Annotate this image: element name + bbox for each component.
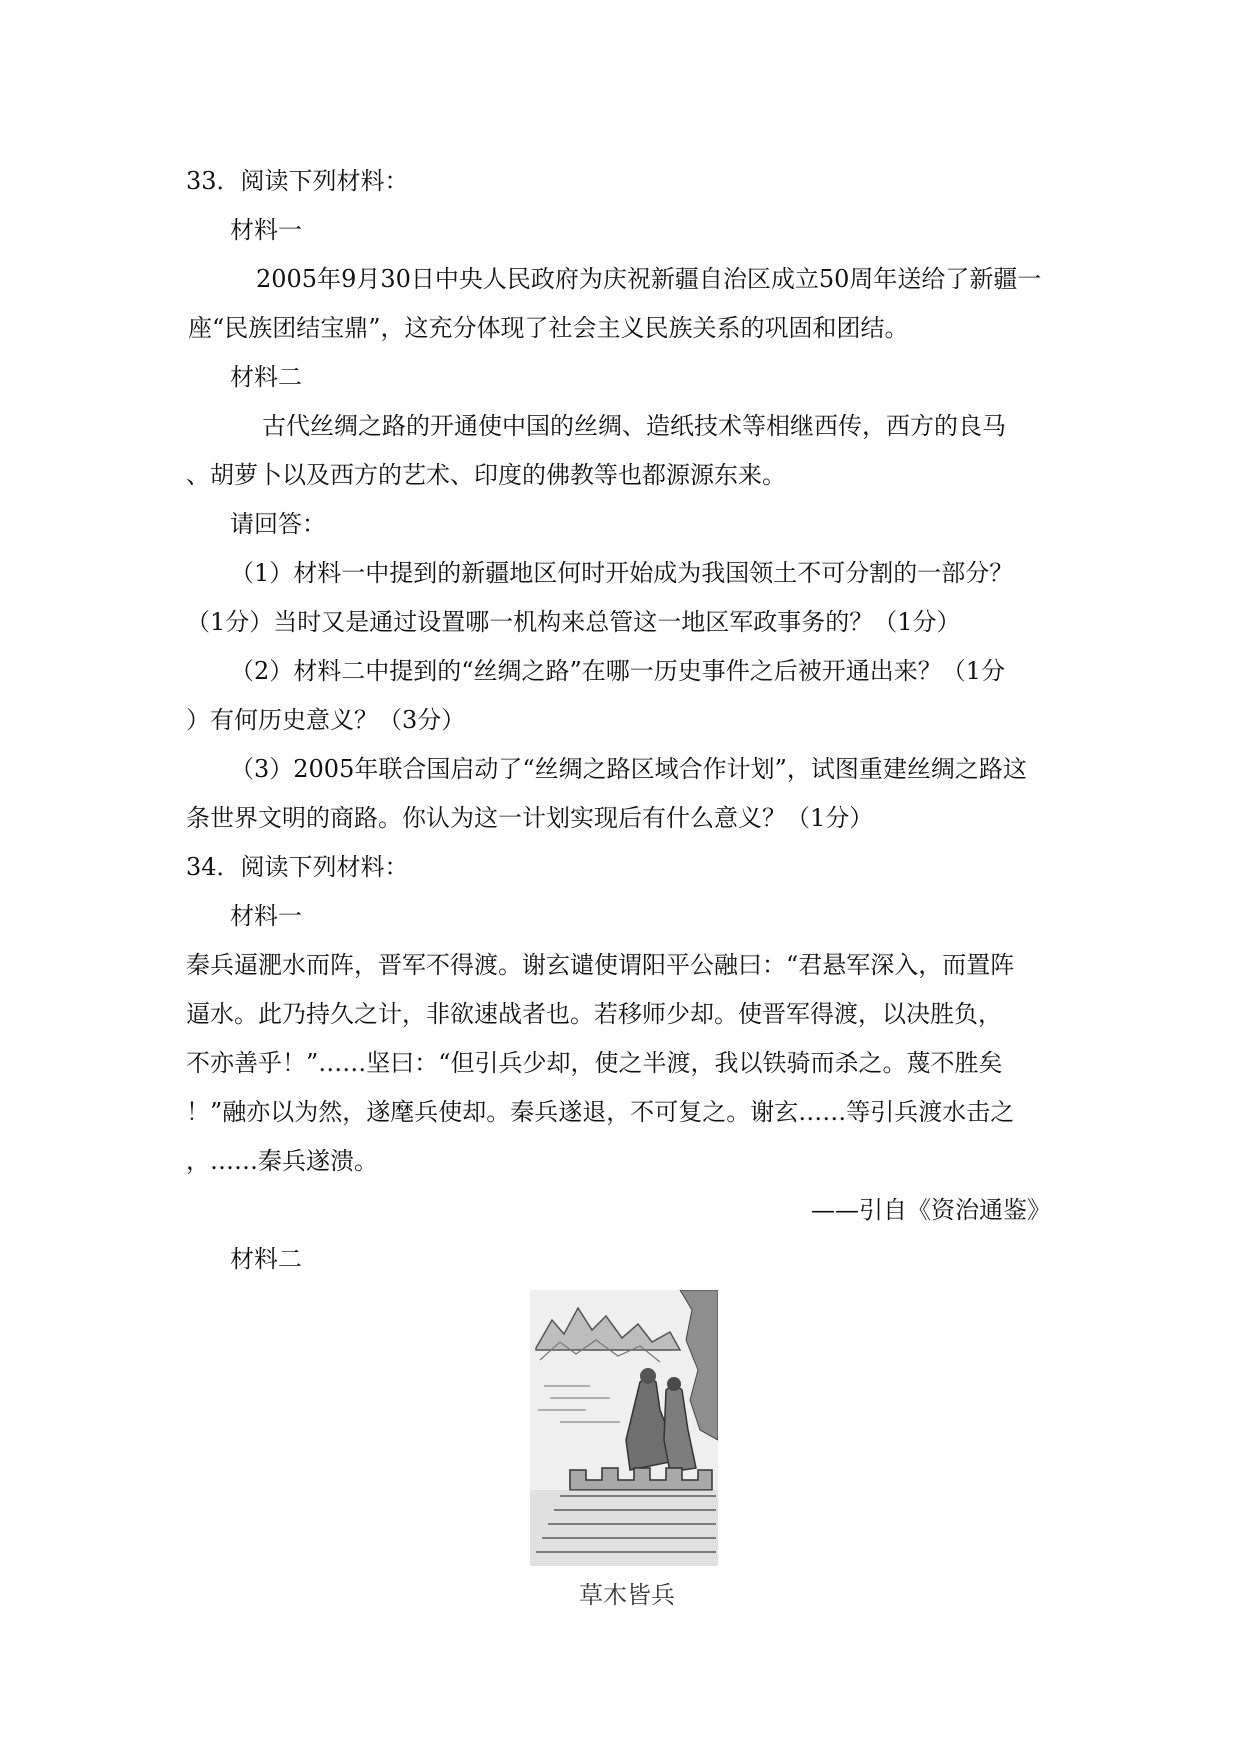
q33-sub-1-line-1: （1）材料一中提到的新疆地区何时开始成为我国领土不可分割的一部分？ bbox=[230, 559, 1014, 587]
q33-material-1-line-2: 座“民族团结宝鼎”，这充分体现了社会主义民族关系的巩固和团结。 bbox=[188, 314, 909, 342]
q34-material-1-line-3: 不亦善乎！”……坚曰：“但引兵少却，使之半渡，我以铁骑而杀之。蔑不胜矣 bbox=[186, 1049, 1003, 1077]
q33-sub-3-line-1: （3）2005年联合国启动了“丝绸之路区域合作计划”，试图重建丝绸之路这 bbox=[230, 755, 1027, 783]
question-33-title: 33．阅读下列材料： bbox=[186, 167, 409, 195]
q33-ask-label: 请回答： bbox=[230, 510, 326, 538]
q33-sub-3-line-2: 条世界文明的商路。你认为这一计划实现后有什么意义？（1分） bbox=[186, 804, 874, 832]
question-34-title: 34．阅读下列材料： bbox=[186, 853, 409, 881]
q33-material-1-label: 材料一 bbox=[230, 216, 302, 244]
illustration-figure bbox=[530, 1290, 718, 1609]
ink-sketch-image bbox=[530, 1290, 718, 1566]
q33-sub-1-line-2: （1分）当时又是通过设置哪一机构来总管这一地区军政事务的？（1分） bbox=[186, 608, 961, 636]
q34-material-1-line-2: 逼水。此乃持久之计，非欲速战者也。若移师少却。使晋军得渡，以决胜负， bbox=[186, 1000, 1002, 1028]
q34-material-1-line-5: ，……秦兵遂溃。 bbox=[186, 1147, 378, 1175]
q34-source-citation: ——引自《资治通鉴》 bbox=[811, 1196, 1051, 1224]
q34-material-1-label: 材料一 bbox=[230, 902, 302, 930]
q33-material-2-line-2: 、胡萝卜以及西方的艺术、印度的佛教等也都源源东来。 bbox=[186, 461, 786, 489]
q33-sub-2-line-1: （2）材料二中提到的“丝绸之路”在哪一历史事件之后被开通出来？（1分 bbox=[230, 657, 1006, 685]
q34-material-2-label: 材料二 bbox=[230, 1245, 302, 1273]
q33-sub-2-line-2: ）有何历史意义？（3分） bbox=[186, 706, 466, 734]
q33-material-2-label: 材料二 bbox=[230, 363, 302, 391]
q33-material-1-line-1: 2005年9月30日中央人民政府为庆祝新疆自治区成立50周年送给了新疆一 bbox=[256, 265, 1042, 293]
q33-material-2-line-1: 古代丝绸之路的开通使中国的丝绸、造纸技术等相继西传，西方的良马 bbox=[262, 412, 1006, 440]
q34-material-1-line-4: ！”融亦以为然，遂麾兵使却。秦兵遂退，不可复之。谢玄……等引兵渡水击之 bbox=[186, 1098, 1015, 1126]
figure-caption: 草木皆兵 bbox=[579, 1581, 675, 1609]
q34-material-1-line-1: 秦兵逼淝水而阵，晋军不得渡。谢玄谴使谓阳平公融曰：“君悬军深入，而置阵 bbox=[186, 951, 1015, 979]
